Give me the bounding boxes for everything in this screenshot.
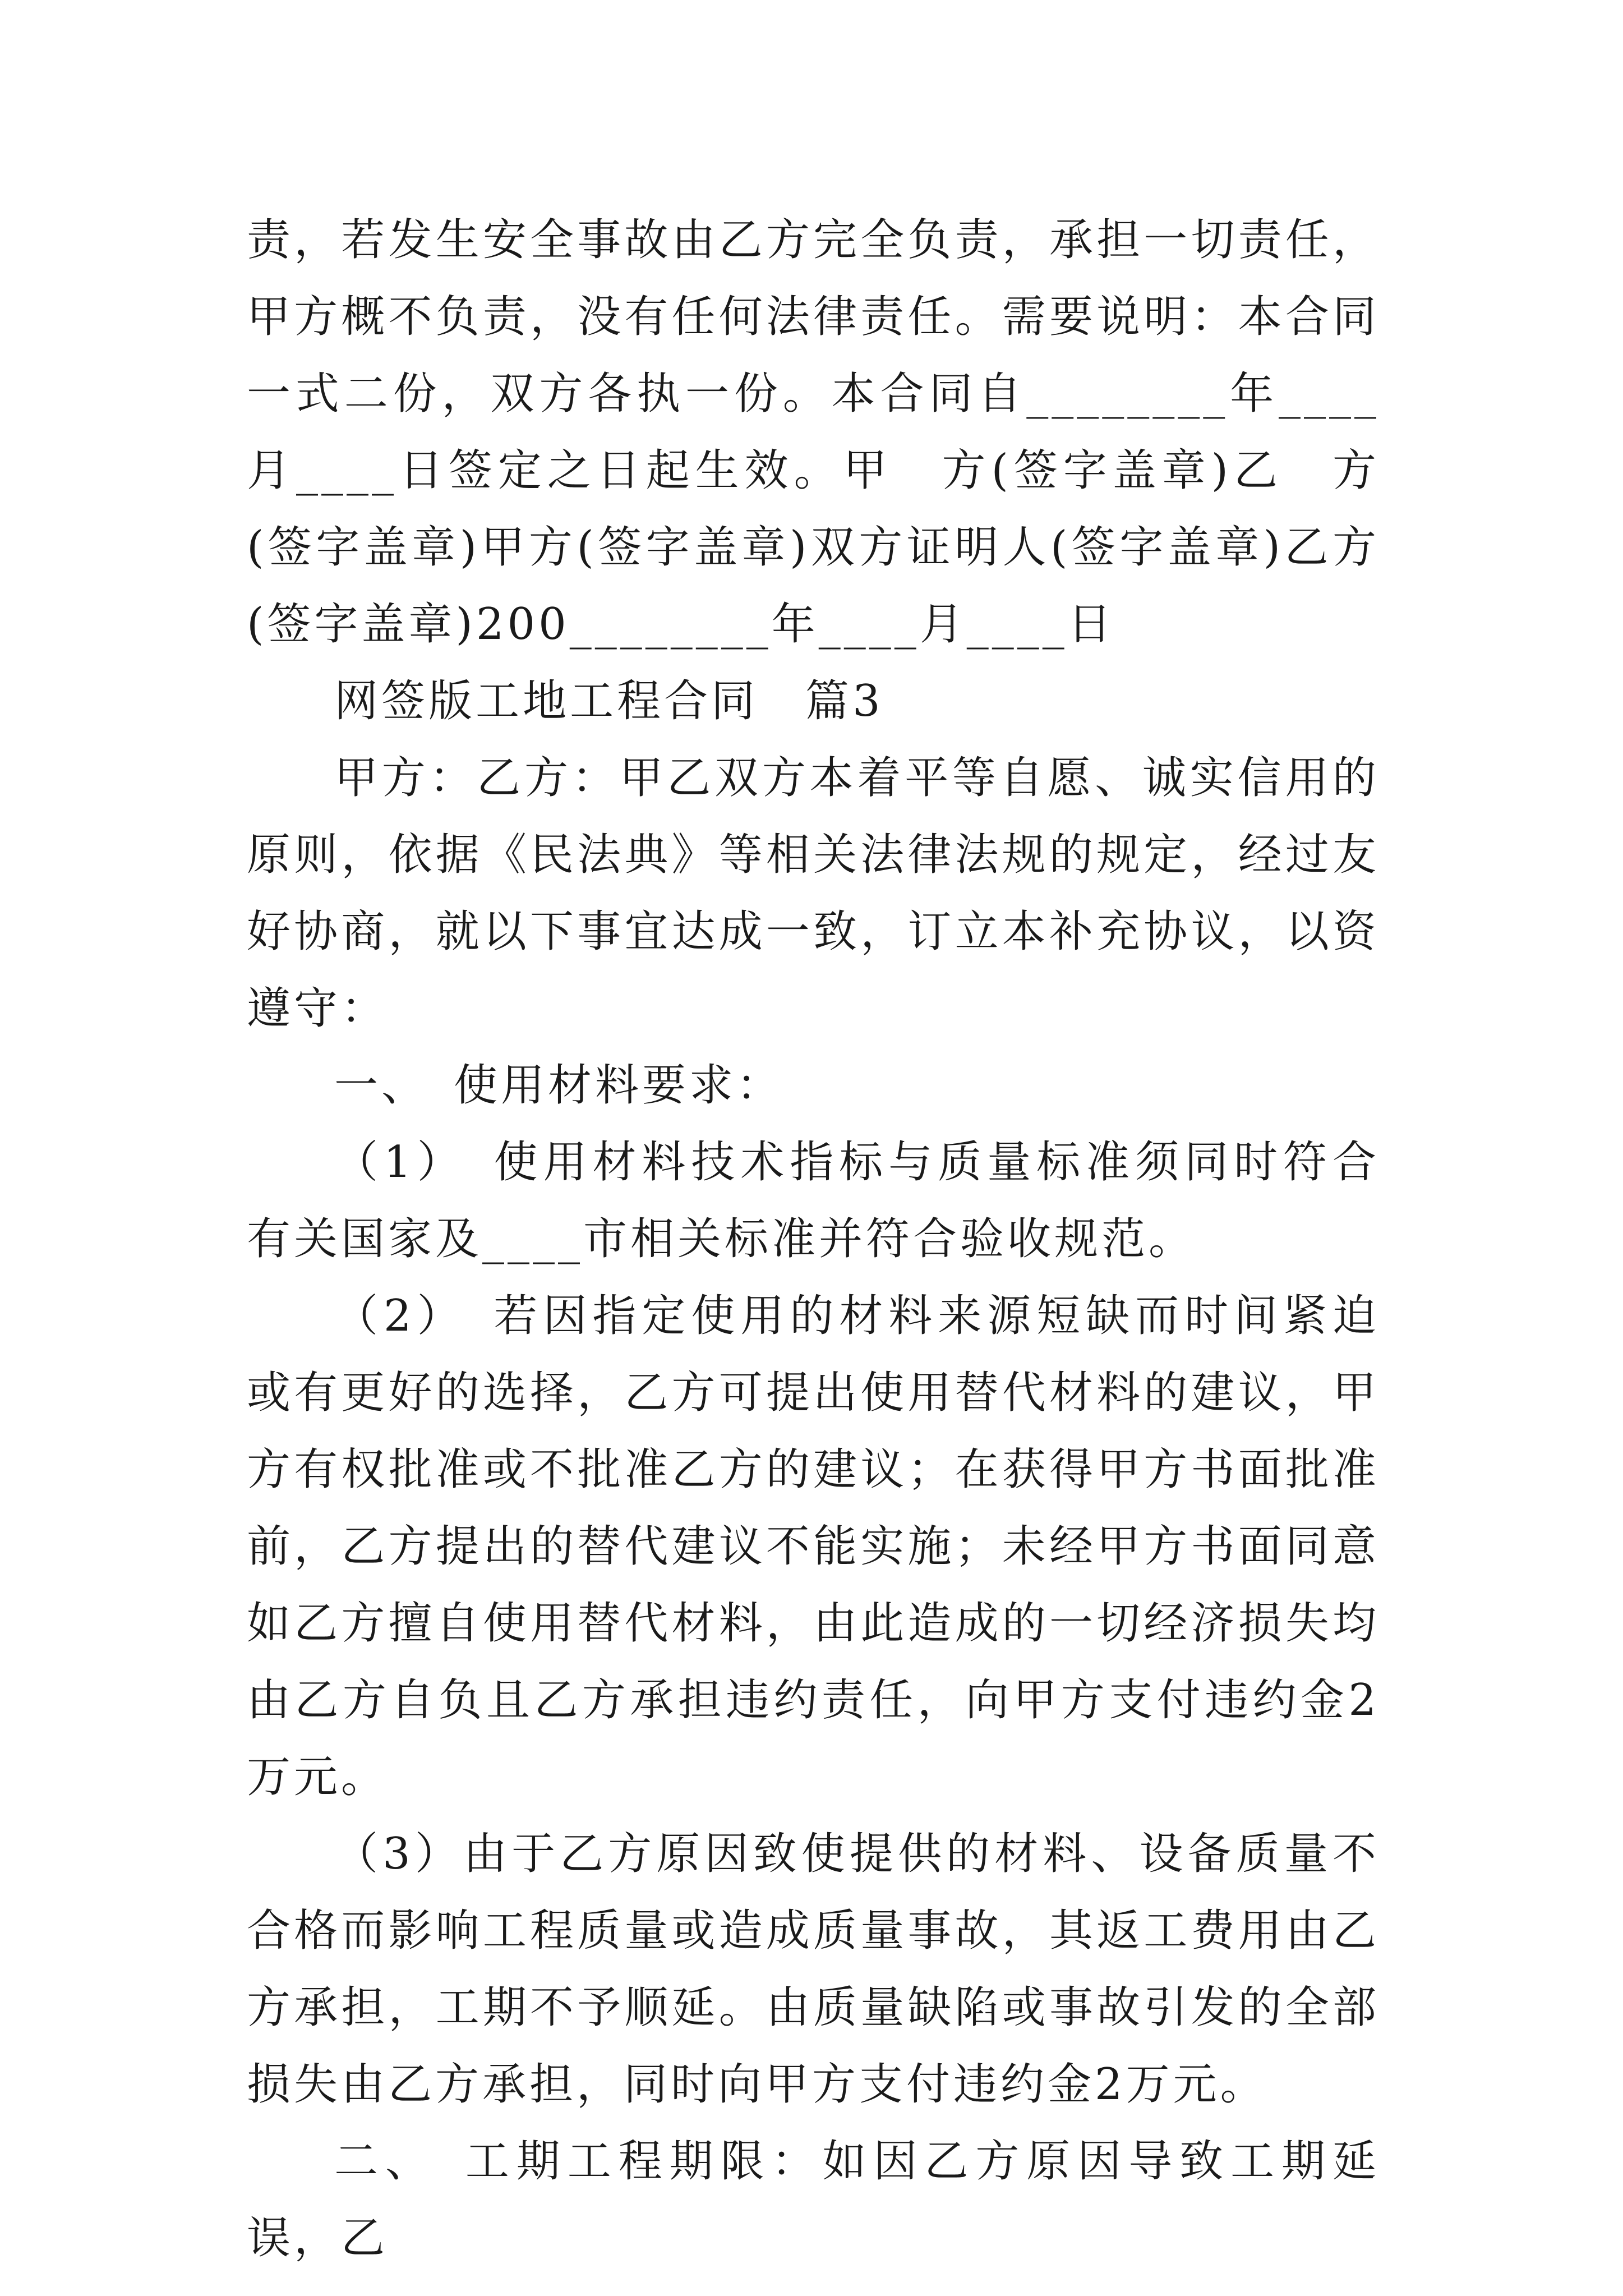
clause-1-3: （3）由于乙方原因致使提供的材料、设备质量不合格而影响工程质量或造成质量事故，其返工费用由乙方承担，工期不予顺延。由质量缺陷或事故引发的全部损失由乙方承担，同时向甲方支付违约金2万元。 xyxy=(247,1829,1380,2110)
intro-paragraph: 甲方：乙方：甲乙双方本着平等自愿、诚实信用的原则，依据《民法典》等相关法律法规的规定，经过友好协商，就以下事宜达成一致，订立本补充协议，以资遵守： xyxy=(247,753,1380,1034)
section-title: 网签版工地工程合同 篇3 xyxy=(334,676,884,726)
clause-1-1: （1） 使用材料技术指标与质量标准须同时符合有关国家及____市相关标准并符合验收规范。 xyxy=(247,1137,1380,1264)
continued-paragraph: 责，若发生安全事故由乙方完全负责，承担一切责任，甲方概不负责，没有任何法律责任。需要说明：本合同一式二份，双方各执一份。本合同自________年____月____日签定之日起生效。甲 方(签字盖章)乙 方(签字盖章)甲方(签字盖章)双方证明人(签字盖章)乙方(签字盖章)200________年____月____日 xyxy=(247,215,1380,650)
clause-2-title: 二、 工期工程期限：如因乙方原因导致工期延误，乙 xyxy=(247,2136,1380,2263)
clause-1-2: （2） 若因指定使用的材料来源短缺而时间紧迫或有更好的选择，乙方可提出使用替代材料的建议，甲方有权批准或不批准乙方的建议；在获得甲方书面批准前，乙方提出的替代建议不能实施；未经甲方书面同意如乙方擅自使用替代材料，由此造成的一切经济损失均由乙方自负且乙方承担违约责任，向甲方支付违约金2万元。 xyxy=(247,1291,1380,1802)
clause-1-title: 一、 使用材料要求： xyxy=(334,1060,784,1111)
document-body xyxy=(247,202,1380,2277)
